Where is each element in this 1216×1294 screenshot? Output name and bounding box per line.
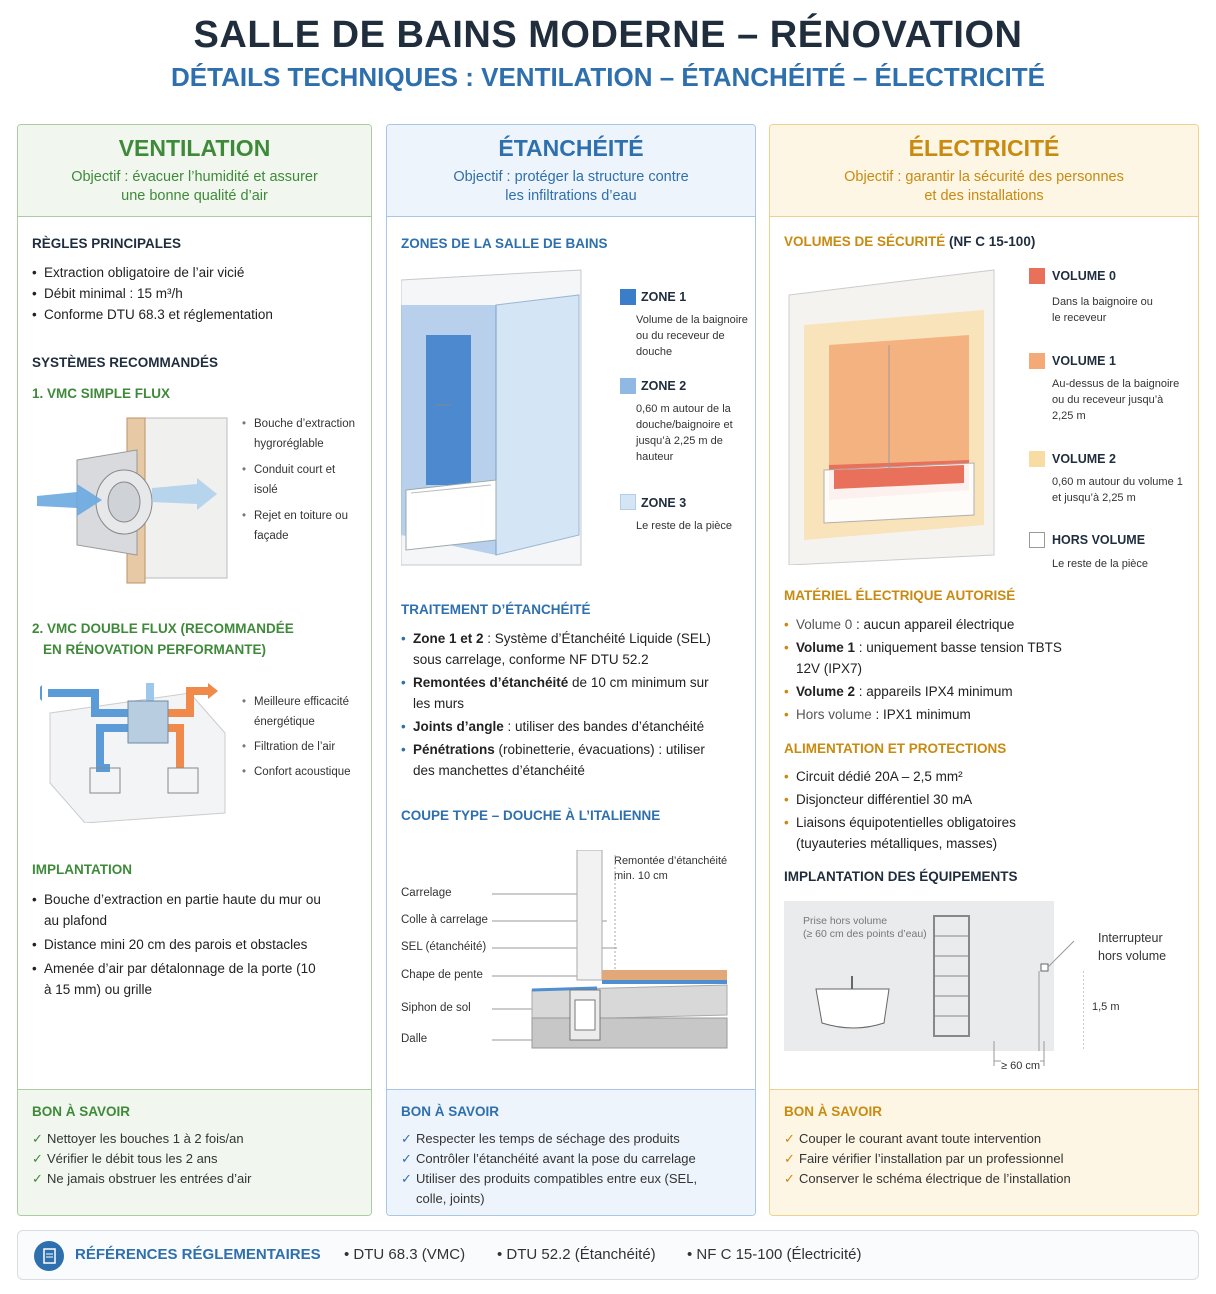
etancheite-objective-line2: les infiltrations d’eau [505,188,637,204]
reference-text: DTU 68.3 (VMC) [353,1246,466,1263]
electricite-objective-line2: et des installations [924,188,1044,204]
shower-section-diagram [487,850,732,1055]
zone-1-title: ZONE 1 [641,290,687,304]
list-item [784,704,1089,725]
tips-heading: BON À SAVOIR [401,1104,500,1119]
list-item: ✓ Couper le courant avant toute intervention [784,1129,1184,1149]
list-item [784,637,1089,679]
double-flux-heading-line1: 2. VMC DOUBLE FLUX (RECOMMANDÉE [32,621,294,636]
list-item: • Distance mini 20 cm des parois et obstacles [32,934,322,955]
simple-flux-heading: 1. VMC SIMPLE FLUX [32,386,171,401]
list-item: • Extraction obligatoire de l’air vicié [32,262,362,283]
volumes-heading [784,234,1035,249]
volume-0-title: VOLUME 0 [1052,269,1116,283]
reference-text: DTU 52.2 (Étanchéité) [506,1246,656,1263]
ventilation-column [17,124,372,1216]
switch-label-line1: Interrupteur [1098,931,1163,945]
list-item: • Liaisons équipotentielles obligatoires (tuyauteries métalliques, masses) [784,812,1074,854]
list-item: ✓ Faire vérifier l’installation par un professionnel [784,1149,1184,1169]
electricite-header [770,125,1198,217]
treatment-text: de 10 cm minimum sur les murs [413,675,709,711]
material-text: : appareils IPX4 minimum [855,684,1013,699]
tips-heading: BON À SAVOIR [784,1104,883,1119]
zones-heading: ZONES DE LA SALLE DE BAINS [401,236,608,251]
page-title: SALLE DE BAINS MODERNE – RÉNOVATION [193,14,1023,56]
reference-item: • NF C 15-100 (Électricité) [687,1246,862,1263]
supply-heading: ALIMENTATION ET PROTECTIONS [784,741,1007,756]
simple-flux-illustration [32,410,232,585]
document-icon [34,1241,64,1271]
reference-item: • DTU 68.3 (VMC) [344,1246,466,1263]
list-item: • Circuit dédié 20A – 2,5 mm² [784,766,1074,787]
volume-0-desc: Dans la baignoire ou le receveur [1052,296,1153,324]
list-item [784,681,1089,702]
ventilation-objective-line1: Objectif : évacuer l’humidité et assurer [71,169,318,185]
list-item: ✓ Contrôler l’étanchéité avant la pose du carrelage [401,1149,741,1169]
equipment-heading: IMPLANTATION DES ÉQUIPEMENTS [784,869,1018,884]
list-item: ✓ Ne jamais obstruer les entrées d’air [32,1169,357,1189]
treatment-bold: Zone 1 et 2 [413,631,484,646]
material-list [784,614,1089,725]
treatment-bold: Pénétrations [413,742,495,757]
volume-1-desc: Au-dessus de la baignoire ou du receveur jusqu’à 2,25 m [1052,378,1180,422]
list-item: ✓ Conserver le schéma électrique de l’installation [784,1169,1184,1189]
volume-2-title: VOLUME 2 [1052,452,1116,466]
page-subtitle: DÉTAILS TECHNIQUES : VENTILATION – ÉTANCHÉITÉ – ÉLECTRICITÉ [171,62,1045,92]
tips-list [401,1129,741,1209]
double-flux-heading [32,618,294,660]
reference-item: • DTU 52.2 (Étanchéité) [497,1246,656,1263]
zone-2-swatch [620,378,636,394]
label-sel: SEL (étanchéité) [401,941,487,953]
list-item [401,716,721,737]
supply-list [784,766,1074,854]
treatment-text: : Système d’Étanchéité Liquide (SEL) sous carrelage, conforme NF DTU 52.2 [413,631,711,667]
treatment-text: : utiliser des bandes d’étanchéité [503,719,705,734]
volume-2-swatch [1029,451,1045,467]
list-item: • Conduit court et isolé [242,460,362,500]
zone-2-title: ZONE 2 [641,379,687,393]
list-item: • Meilleure efficacité énergétique [242,692,367,732]
list-item: • Bouche d’extraction en partie haute du mur ou au plafond [32,889,322,931]
list-item [401,672,721,714]
etancheite-header [387,125,755,217]
material-label: Volume 1 [796,640,856,655]
list-item [784,614,1089,635]
socket-label-line2: (≥ 60 cm des points d’eau) [803,928,927,940]
upturn-label-line2: min. 10 cm [614,870,668,882]
electricite-title: ÉLECTRICITÉ [908,135,1060,161]
list-item: • Filtration de l’air [242,737,367,757]
list-item: • Bouche d’extraction hygroréglable [242,414,362,454]
switch-label [1098,929,1166,965]
zones-illustration [401,265,586,570]
volume-1-swatch [1029,353,1045,369]
list-item: ✓ Nettoyer les bouches 1 à 2 fois/an [32,1129,357,1149]
label-carrelage: Carrelage [401,887,452,899]
electricite-column [769,124,1199,1216]
volume-1-title: VOLUME 1 [1052,354,1116,368]
list-item: ✓ Respecter les temps de séchage des produits [401,1129,741,1149]
tips-list [32,1129,357,1189]
implantation-heading: IMPLANTATION [32,862,132,877]
zone-3-title: ZONE 3 [641,496,687,510]
treatment-bold: Joints d’angle [413,719,504,734]
material-text: : uniquement basse tension TBTS 12V (IPX7) [796,640,1062,676]
list-item [401,628,721,670]
hors-volume-swatch [1029,532,1045,548]
volumes-illustration [784,265,1004,565]
material-label: Hors volume [796,707,872,722]
double-flux-notes [242,692,367,782]
socket-label [803,915,927,941]
socket-label-line1: Prise hors volume [803,915,888,927]
list-item: • Amenée d’air par détalonnage de la porte (10 à 15 mm) ou grille [32,958,322,1000]
switch-label-line2: hors volume [1098,949,1167,963]
list-item: ✓ Vérifier le débit tous les 2 ans [32,1149,357,1169]
etancheite-objective-line1: Objectif : protéger la structure contre [453,169,689,185]
treatment-text: (robinetterie, évacuations) : utiliser des manchettes d’étanchéité [413,742,705,778]
section-heading: COUPE TYPE – DOUCHE À L’ITALIENNE [401,808,661,823]
ventilation-header [18,125,371,217]
tips-list [784,1129,1184,1189]
rules-heading: RÈGLES PRINCIPALES [32,236,182,251]
zone-2-desc: 0,60 m autour de la douche/baignoire et jusqu’à 2,25 m de hauteur [636,403,733,463]
double-flux-heading-line2: EN RÉNOVATION PERFORMANTE) [43,642,267,657]
dimension-height: 1,5 m [1092,1001,1120,1013]
label-colle: Colle à carrelage [401,914,488,926]
material-text: : aucun appareil électrique [852,617,1015,632]
tips-heading: BON À SAVOIR [32,1104,131,1119]
simple-flux-notes [242,414,362,546]
dimension-width: ≥ 60 cm [1001,1060,1041,1072]
list-item [401,739,721,781]
hors-volume-desc: Le reste de la pièce [1052,558,1149,570]
upturn-label-line1: Remontée d’étanchéité [614,855,728,867]
volumes-heading-text: VOLUMES DE SÉCURITÉ [784,234,946,249]
rules-list [32,262,362,325]
volume-0-swatch [1029,268,1045,284]
list-item: • Débit minimal : 15 m³/h [32,283,362,304]
list-item: • Confort acoustique [242,762,367,782]
electricite-objective-line1: Objectif : garantir la sécurité des personnes [844,169,1124,185]
list-item: ✓ Utiliser des produits compatibles entre eux (SEL, colle, joints) [401,1169,701,1209]
references-title: RÉFÉRENCES RÉGLEMENTAIRES [75,1246,321,1263]
material-label: Volume 0 [796,617,853,632]
treatment-list [401,628,721,781]
ventilation-title: VENTILATION [118,135,271,161]
ventilation-tips [18,1089,371,1215]
label-siphon: Siphon de sol [401,1002,471,1014]
zone-3-swatch [620,494,636,510]
label-dalle: Dalle [401,1033,428,1045]
zone-3-desc: Le reste de la pièce [636,520,733,532]
label-chape: Chape de pente [401,969,483,981]
double-flux-illustration [40,673,230,823]
volumes-norm: (NF C 15-100) [949,234,1036,249]
material-text: : IPX1 minimum [871,707,971,722]
material-label: Volume 2 [796,684,856,699]
volume-2-desc: 0,60 m autour du volume 1 et jusqu’à 2,25 m [1052,476,1183,504]
material-heading: MATÉRIEL ÉLECTRIQUE AUTORISÉ [784,588,1016,603]
etancheite-title: ÉTANCHÉITÉ [498,135,644,161]
treatment-heading: TRAITEMENT D’ÉTANCHÉITÉ [401,602,591,617]
list-item: • Disjoncteur différentiel 30 mA [784,789,1074,810]
ventilation-objective-line2: une bonne qualité d’air [121,188,268,204]
list-item: • Conforme DTU 68.3 et réglementation [32,304,362,325]
zone-1-desc: Volume de la baignoire ou du receveur de douche [636,314,748,358]
list-item: • Rejet en toiture ou façade [242,506,362,546]
etancheite-column [386,124,756,1216]
zone-1-swatch [620,289,636,305]
implantation-list [32,889,322,1000]
hors-volume-title: HORS VOLUME [1052,533,1146,547]
electricite-tips [770,1089,1198,1215]
treatment-bold: Remontées d’étanchéité [413,675,569,690]
systems-heading: SYSTÈMES RECOMMANDÉS [32,355,219,370]
etancheite-tips [387,1089,755,1215]
references-footer [17,1230,1199,1280]
reference-text: NF C 15-100 (Électricité) [696,1246,862,1263]
